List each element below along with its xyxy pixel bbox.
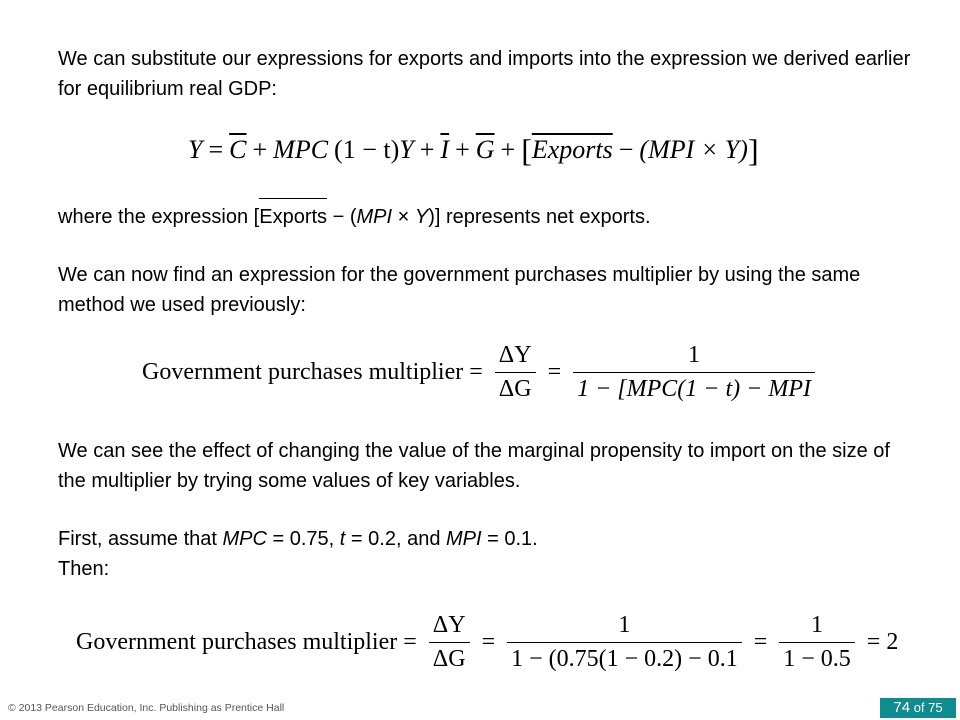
eq3-numerator-1: 1 xyxy=(618,612,631,638)
eq3-equals-1: = xyxy=(403,629,417,655)
assumption-paragraph xyxy=(58,524,918,584)
net-exports-paragraph xyxy=(58,202,918,232)
eq1-y2: Y xyxy=(399,135,414,164)
eq3-denominator-1: 1 − (0.75(1 − 0.2) − 0.1 xyxy=(507,642,742,673)
eq2-main-fraction xyxy=(573,342,815,403)
eq1-left-bracket: [ xyxy=(521,132,532,168)
page-total: of 75 xyxy=(913,700,943,715)
intro-paragraph: We can substitute our expressions for exports and imports into the expression we derived earlier for equilibrium real GDP: xyxy=(58,48,911,100)
para5-t-val: = 0.2, and xyxy=(345,528,446,550)
page-current: 74 xyxy=(893,699,911,716)
para2-before: where the expression [ xyxy=(58,206,260,228)
para2-exports-bar: Exports xyxy=(259,202,327,232)
eq1-g-bar: $\overline{G}$ xyxy=(475,135,495,164)
eq3-result: 2 xyxy=(886,629,899,655)
para2-after: )] represents net exports. xyxy=(428,206,651,228)
eq1-one-minus-t: (1 − t) xyxy=(334,135,400,164)
method-paragraph: We can now find an expression for the government purchases multiplier by using the same method we used previously: xyxy=(58,264,861,316)
eq2-numerator: 1 xyxy=(688,342,701,368)
equilibrium-gdp-equation xyxy=(188,134,759,166)
para2-times: × xyxy=(392,206,415,228)
page-indicator xyxy=(880,698,956,718)
para2-mpi: MPI xyxy=(356,206,393,228)
eq2-equals-2: = xyxy=(547,359,562,385)
eq1-plus-1: + xyxy=(252,135,268,164)
eq3-delta-g: ΔG xyxy=(429,642,470,673)
eq3-equals-3: = xyxy=(753,629,768,655)
para5-mpi-val: = 0.1. xyxy=(481,528,538,550)
copyright-footer: © 2013 Pearson Education, Inc. Publishing as Prentice Hall xyxy=(8,702,285,714)
eq1-minus: − xyxy=(618,135,634,164)
multiplier-formula xyxy=(142,342,821,403)
para2-middle: − ( xyxy=(327,206,357,228)
para5-mpc: MPC xyxy=(222,528,267,550)
eq1-mpc: MPC xyxy=(273,135,329,164)
eq1-plus-3: + xyxy=(455,135,470,164)
eq3-fraction-1 xyxy=(507,612,742,673)
eq3-equals-4: = xyxy=(866,629,881,655)
eq1-right-bracket: ] xyxy=(747,132,759,168)
eq2-equals-1: = xyxy=(469,359,483,385)
eq2-denominator: 1 − [MPC(1 − t) − MPI xyxy=(573,372,815,403)
eq3-numerator-2: 1 xyxy=(811,612,824,638)
para5-mpi: MPI xyxy=(446,528,482,550)
eq3-label: Government purchases multiplier xyxy=(76,629,398,655)
eq1-plus-2: + xyxy=(419,135,435,164)
eq1-y: Y xyxy=(188,135,203,164)
eq1-mpi-times-y: (MPI × Y) xyxy=(639,135,748,164)
para5-before: First, assume that xyxy=(58,528,223,550)
eq1-exports-bar: Exports xyxy=(531,135,613,164)
eq2-label: Government purchases multiplier xyxy=(142,359,464,385)
effect-paragraph: We can see the effect of changing the value of the marginal propensity to import on the size of the multiplier by trying some values of key variables. xyxy=(58,440,890,492)
eq3-fraction-2 xyxy=(779,612,855,673)
eq3-delta-fraction xyxy=(429,612,470,673)
eq1-c-bar: $\overline{C}$ xyxy=(229,135,247,164)
eq3-denominator-2: 1 − 0.5 xyxy=(779,642,855,673)
multiplier-calculation xyxy=(76,612,898,673)
eq2-delta-g: ΔG xyxy=(495,372,536,403)
para2-y: Y xyxy=(414,206,429,228)
eq1-plus-4: + xyxy=(500,135,516,164)
eq3-delta-y: ΔY xyxy=(432,612,466,638)
eq2-delta-y: ΔY xyxy=(498,342,532,368)
eq3-equals-2: = xyxy=(481,629,496,655)
para5-t: t xyxy=(339,528,346,550)
eq1-i-bar: $\overline{I}$ xyxy=(440,135,450,164)
para5-then: Then: xyxy=(58,558,110,580)
para5-mpc-val: = 0.75, xyxy=(266,528,340,550)
eq1-equals: = xyxy=(208,135,224,164)
eq2-delta-fraction xyxy=(495,342,536,403)
